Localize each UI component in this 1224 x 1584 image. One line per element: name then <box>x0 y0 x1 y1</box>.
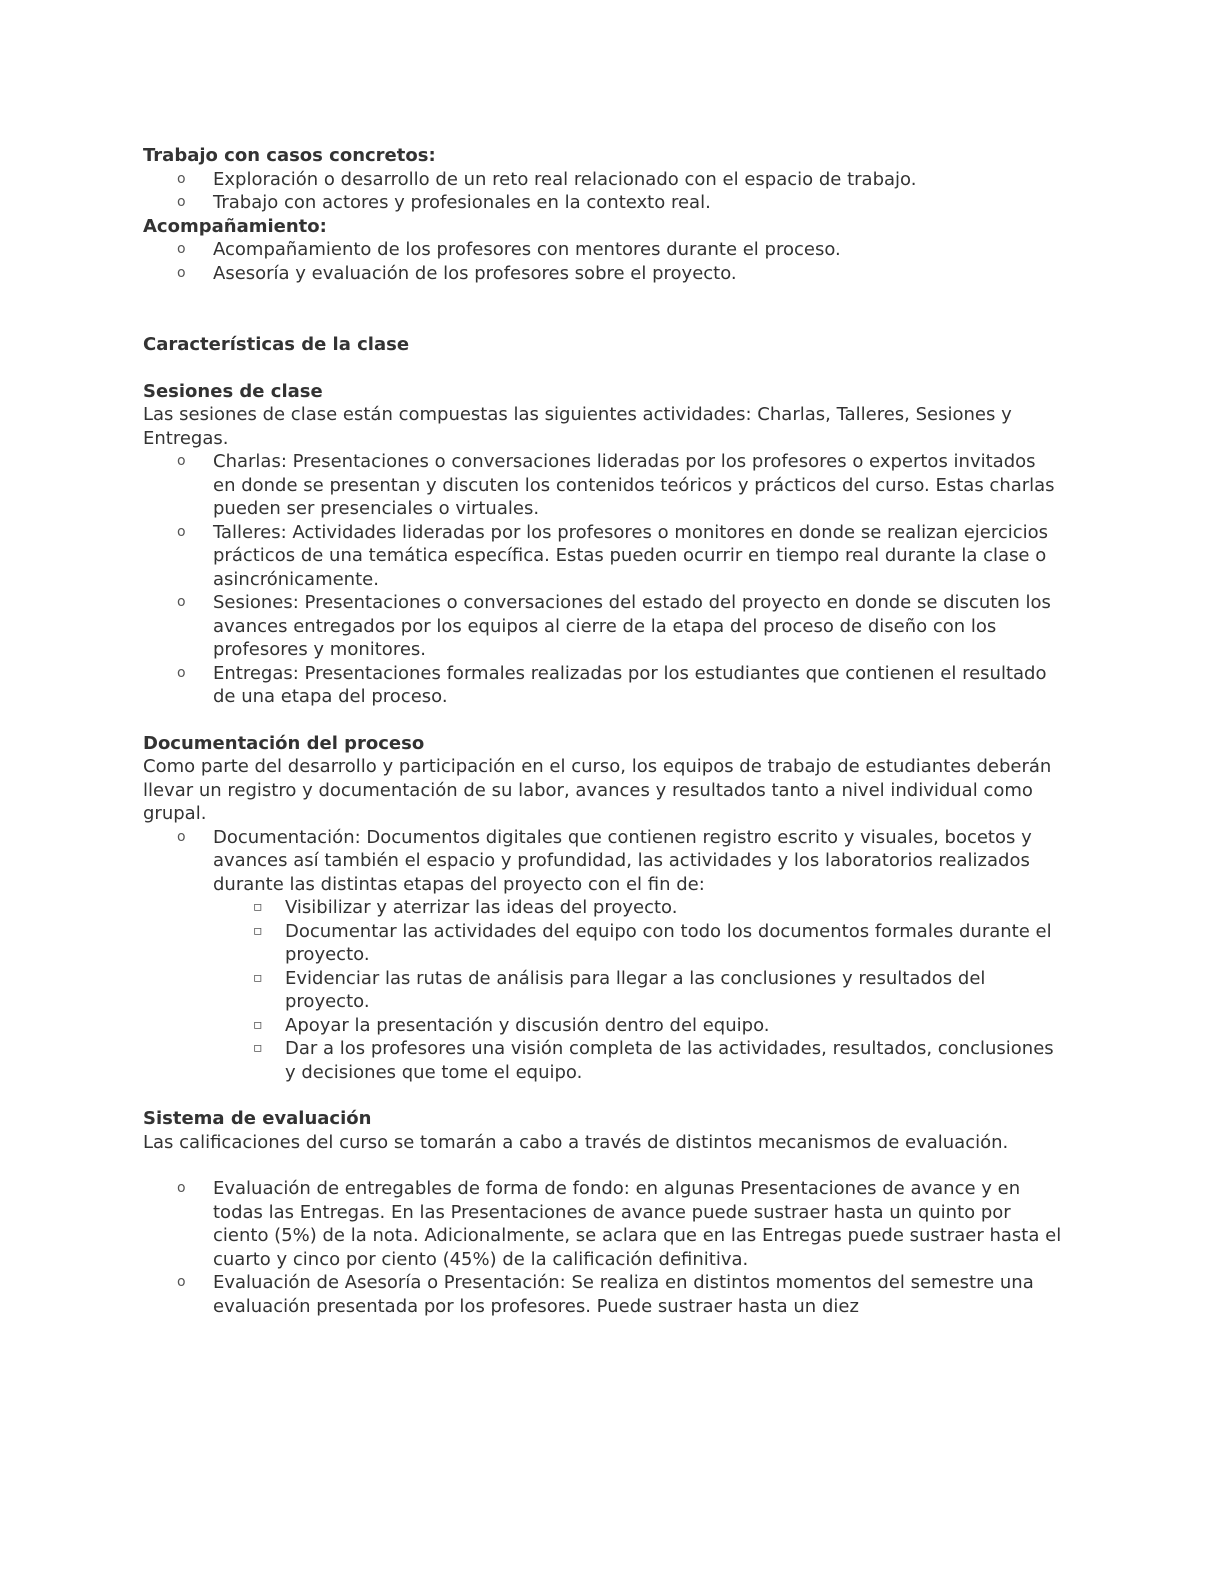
list-item: o Exploración o desarrollo de un reto real relacionado con el espacio de trabajo. <box>177 168 917 190</box>
bullet-icon: o <box>177 194 186 210</box>
list-item: ▫ Documentar las actividades del equipo con todo los documentos formales durante el proyecto. <box>253 920 1052 965</box>
square-bullet-icon: ▫ <box>253 1040 263 1056</box>
list-sesiones <box>143 450 1063 709</box>
list-item: ▫ Apoyar la presentación y discusión dentro del equipo. <box>253 1014 770 1036</box>
bullet-icon: o <box>177 453 186 469</box>
list-item: o Evaluación de Asesoría o Presentación: Se realiza en distintos momentos del semestre una evaluación presentada por los profesores. Puede sustraer hasta un diez <box>177 1272 1034 1317</box>
bullet-icon: o <box>177 664 186 681</box>
square-bullet-icon: ▫ <box>253 969 263 986</box>
section-heading-caracteristicas: Características de la clase <box>143 334 410 355</box>
list-item: o Trabajo con actores y profesionales en la contexto real. <box>177 192 711 213</box>
list-item: ▫ Visibilizar y aterrizar las ideas del proyecto. <box>253 897 678 918</box>
bullet-icon: o <box>177 1274 186 1290</box>
list-item: ▫ Dar a los profesores una visión completa de las actividades, resultados, conclusiones y decisiones que tome el equipo. <box>253 1038 1054 1083</box>
bullet-icon: o <box>177 828 186 845</box>
document-body <box>143 144 1063 1318</box>
section-heading-evaluacion: Sistema de evaluación <box>143 1108 372 1129</box>
bullet-icon: o <box>177 1180 186 1196</box>
list-item: o Talleres: Actividades lideradas por los profesores o monitores en donde se realizan ejercicios prácticos de una temática específica. Estas pueden ocurrir en tiempo real durante la clase o asincrónicamente. <box>177 521 1049 590</box>
list-acompanamiento <box>143 238 1063 285</box>
list-item: o Asesoría y evaluación de los profesores sobre el proyecto. <box>177 262 737 284</box>
list-item: o Evaluación de entregables de forma de fondo: en algunas Presentaciones de avance y en todas las Entregas. En las Presentaciones de avance puede sustraer hasta un quinto por ciento (5%) de la nota. Adicionalmente, se aclara que en las Entregas puede sustraer hasta el cuarto y cinco por ciento (45%) de la calificación definitiva. <box>177 1178 1062 1270</box>
square-bullet-icon: ▫ <box>253 922 263 939</box>
list-item: o Entregas: Presentaciones formales realizadas por los estudiantes que contienen el resultado de una etapa del proceso. <box>177 662 1047 707</box>
bullet-icon: o <box>177 264 186 281</box>
paragraph-sesiones: Las sesiones de clase están compuestas las siguientes actividades: Charlas, Talleres, Sesiones y Entregas. <box>143 404 1012 449</box>
list-item: o Acompañamiento de los profesores con mentores durante el proceso. <box>177 239 841 260</box>
paragraph-documentacion: Como parte del desarrollo y participación en el curso, los equipos de trabajo de estudiantes deberán llevar un registro y documentación de su labor, avances y resultados tanto a nivel individual como grupal. <box>143 756 1052 824</box>
list-evaluacion <box>143 1177 1063 1318</box>
list-item: o Charlas: Presentaciones o conversaciones lideradas por los profesores o expertos invitados en donde se presentan y discuten los contenidos teóricos y prácticos del curso. Estas charlas pueden ser presenciales o virtuales. <box>177 451 1055 519</box>
section-heading-documentacion: Documentación del proceso <box>143 732 425 754</box>
sublist-documentacion <box>143 896 1063 1084</box>
list-documentacion <box>143 826 1063 897</box>
list-item: ▫ Evidenciar las rutas de análisis para llegar a las conclusiones y resultados del proyecto. <box>253 967 986 1012</box>
bullet-icon: o <box>177 170 186 187</box>
section-heading-casos: Trabajo con casos concretos: <box>143 145 436 166</box>
section-heading-acompanamiento: Acompañamiento: <box>143 215 327 237</box>
square-bullet-icon: ▫ <box>253 899 263 915</box>
bullet-icon: o <box>177 523 186 540</box>
section-heading-sesiones: Sesiones de clase <box>143 380 323 402</box>
square-bullet-icon: ▫ <box>253 1016 263 1033</box>
list-casos <box>143 168 1063 215</box>
bullet-icon: o <box>177 594 186 610</box>
list-item: o Documentación: Documentos digitales que contienen registro escrito y visuales, bocetos y avances así también el espacio y profundidad, las actividades y los laboratorios realizados durante las distintas etapas del proyecto con el fin de: <box>177 826 1032 895</box>
list-item: o Sesiones: Presentaciones o conversaciones del estado del proyecto en donde se discuten los avances entregados por los equipos al cierre de la etapa del proceso de diseño con los profesores y monitores. <box>177 592 1051 660</box>
paragraph-evaluacion: Las calificaciones del curso se tomarán a cabo a través de distintos mecanismos de evaluación. <box>143 1131 1009 1153</box>
bullet-icon: o <box>177 241 186 257</box>
